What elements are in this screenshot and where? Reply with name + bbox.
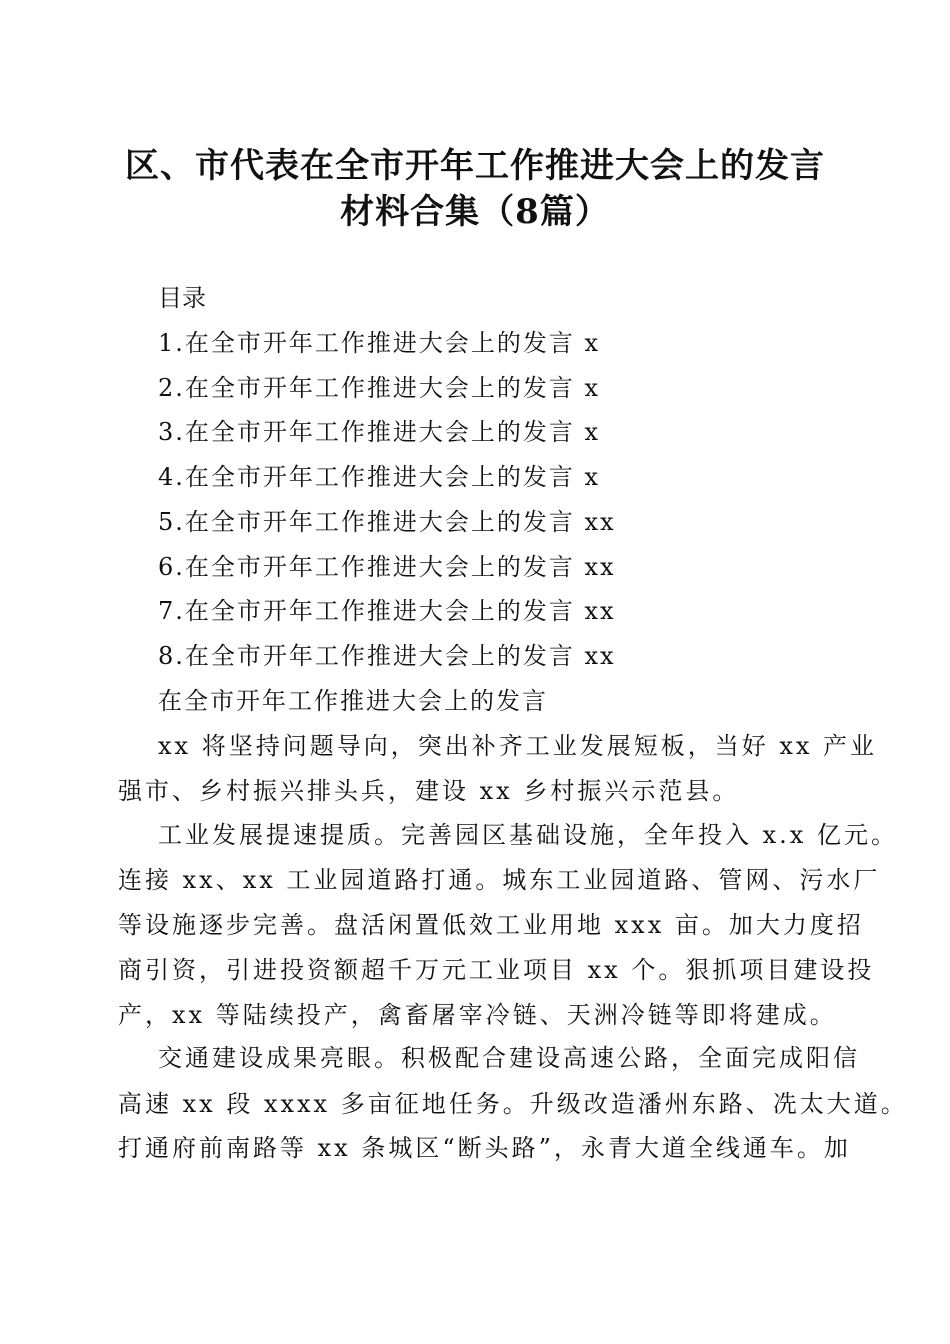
- toc-item-6: 6.在全市开年工作推进大会上的发言 xx: [158, 553, 616, 581]
- toc-item-4: 4.在全市开年工作推进大会上的发言 x: [158, 463, 601, 491]
- toc-heading: 目录: [158, 284, 206, 312]
- paragraph-line: xx 将坚持问题导向，突出补齐工业发展短板，当好 xx 产业: [158, 732, 878, 760]
- toc-item-8: 8.在全市开年工作推进大会上的发言 xx: [158, 642, 616, 670]
- section-heading: 在全市开年工作推进大会上的发言: [158, 687, 548, 715]
- paragraph-line: 强市、乡村振兴排头兵，建设 xx 乡村振兴示范县。: [118, 777, 740, 805]
- paragraph-line: 高速 xx 段 xxxx 多亩征地任务。升级改造潘州东路、冼太大道。: [118, 1090, 908, 1118]
- paragraph-line: 连接 xx、xx 工业园道路打通。城东工业园道路、管网、污水厂: [118, 866, 881, 894]
- toc-item-5: 5.在全市开年工作推进大会上的发言 xx: [158, 508, 616, 536]
- document-title-line-2: 材料合集（8篇）: [340, 192, 610, 232]
- toc-item-7: 7.在全市开年工作推进大会上的发言 xx: [158, 597, 616, 625]
- paragraph-line: 产，xx 等陆续投产，禽畜屠宰冷链、天洲冷链等即将建成。: [118, 1001, 837, 1029]
- paragraph-line: 打通府前南路等 xx 条城区“断头路”，永青大道全线通车。加: [118, 1134, 851, 1162]
- toc-item-2: 2.在全市开年工作推进大会上的发言 x: [158, 374, 601, 402]
- paragraph-line: 商引资，引进投资额超千万元工业项目 xx 个。狠抓项目建设投: [118, 956, 875, 984]
- paragraph-line: 工业发展提速提质。完善园区基础设施，全年投入 x.x 亿元。: [158, 821, 898, 849]
- toc-item-3: 3.在全市开年工作推进大会上的发言 x: [158, 418, 601, 446]
- toc-item-1: 1.在全市开年工作推进大会上的发言 x: [158, 329, 601, 357]
- paragraph-line: 交通建设成果亮眼。积极配合建设高速公路，全面完成阳信: [158, 1044, 860, 1072]
- paragraph-line: 等设施逐步完善。盘活闲置低效工业用地 xxx 亩。加大力度招: [118, 911, 864, 939]
- document-title-line-1: 区、市代表在全市开年工作推进大会上的发言: [125, 146, 825, 186]
